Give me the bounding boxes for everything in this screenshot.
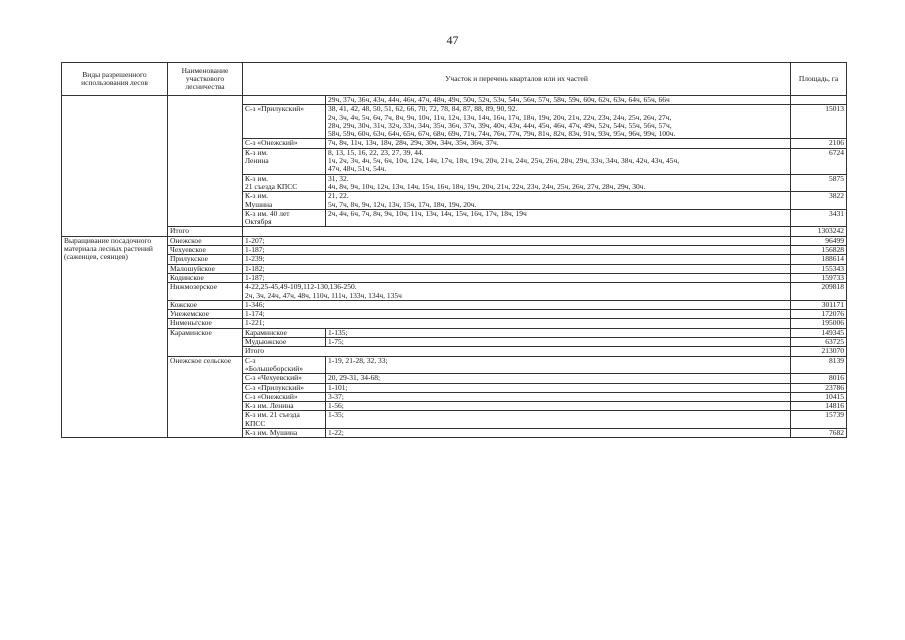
quarters-cell: 1-135; — [326, 328, 791, 337]
quarters-cell: 1-56; — [326, 402, 791, 411]
area-cell: 156828 — [791, 246, 847, 255]
forestry-cell: Кодинское — [168, 273, 243, 282]
use-type-cell-empty — [62, 96, 168, 237]
quarters-cell: 1-182; — [243, 264, 791, 273]
forestry-cell: Малошуйское — [168, 264, 243, 273]
site-cell: К-з им. 21 съезда КПСС — [243, 174, 326, 192]
quarters-cell: 20, 29-31, 34-68; — [326, 374, 791, 383]
site-cell: Караминское — [243, 328, 326, 337]
quarters-cell: 1-35; — [326, 411, 791, 429]
quarters-cell: 1-239; — [243, 255, 791, 264]
total-spacer — [243, 227, 791, 236]
total-row — [62, 227, 847, 236]
use-type-cell: Выращивание посадочного материала лесных растений (саженцев, сеянцев) — [62, 236, 168, 438]
area-cell: 5875 — [791, 174, 847, 192]
area-cell: 301171 — [791, 300, 847, 309]
site-cell: К-з им. Мушина — [243, 192, 326, 210]
quarters-cell: 1-75; — [326, 338, 791, 347]
area-cell: 188614 — [791, 255, 847, 264]
quarters-cell: 1-19, 21-28, 32, 33; — [326, 356, 791, 374]
area-cell: 7682 — [791, 428, 847, 437]
area-cell: 209818 — [791, 283, 847, 301]
table-row — [62, 356, 847, 374]
area-cell: 96499 — [791, 236, 847, 245]
quarters-cell: 7ч, 8ч, 11ч, 13ч, 18ч, 28ч, 29ч, 30ч, 34ч, 35ч, 36ч, 37ч. — [326, 139, 791, 148]
site-cell: С-з «Большеборский» — [243, 356, 326, 374]
site-cell: С-з «Онежский» — [243, 139, 326, 148]
area-cell: 23786 — [791, 383, 847, 392]
forestry-cell-empty — [168, 96, 243, 227]
header-use-type: Виды разрешенного использования лесов — [62, 63, 168, 96]
forestry-cell: Унежемское — [168, 310, 243, 319]
quarters-cell: 31, 32. 4ч, 8ч, 9ч, 10ч, 12ч, 13ч, 14ч, 15ч, 16ч, 18ч, 19ч, 20ч, 21ч, 22ч, 23ч, 24ч, 25ч, 26ч, 27ч, 28ч, 29ч, 30ч. — [326, 174, 791, 192]
quarters-cell: 1-101; — [326, 383, 791, 392]
area-cell: 3431 — [791, 209, 847, 227]
forestry-cell: Нижмозерское — [168, 283, 243, 301]
site-cell: С-з «Онежский» — [243, 392, 326, 401]
area-cell: 3822 — [791, 192, 847, 210]
site-cell: К-з им. 21 съезда КПСС — [243, 411, 326, 429]
area-cell: 15013 — [791, 105, 847, 139]
quarters-cell: 1-221; — [243, 319, 791, 328]
header-area: Площадь, га — [791, 63, 847, 96]
site-cell: С-з «Прилукский» — [243, 105, 326, 139]
table-header-row — [62, 63, 847, 96]
area-cell: 155343 — [791, 264, 847, 273]
quarters-cell: 3-37; — [326, 392, 791, 401]
quarters-cell: 1-346; — [243, 300, 791, 309]
table-row — [62, 273, 847, 282]
table-row — [62, 310, 847, 319]
table-row — [62, 264, 847, 273]
quarters-cell: 4-22,25-45,49-109,112-130,136-250. 2ч, 3ч, 24ч, 47ч, 48ч, 110ч, 111ч, 133ч, 134ч, 135ч — [243, 283, 791, 301]
forestry-cell: Кожское — [168, 300, 243, 309]
quarters-cell: 1-22; — [326, 428, 791, 437]
forestry-cell: Нименьгское — [168, 319, 243, 328]
forest-use-table — [61, 62, 847, 438]
table-row — [62, 96, 847, 105]
area-cell: 63725 — [791, 338, 847, 347]
area-cell: 15739 — [791, 411, 847, 429]
site-cell: К-з им. 40 лет Октября — [243, 209, 326, 227]
site-cell: К-з им. Ленина — [243, 148, 326, 174]
header-quarters: Участок и перечень кварталов или их частей — [243, 63, 791, 96]
site-cell-empty — [243, 96, 326, 105]
area-cell: 2106 — [791, 139, 847, 148]
total-label: Итого — [168, 227, 243, 236]
area-cell — [791, 96, 847, 105]
table-row — [62, 319, 847, 328]
subtotal-area: 213070 — [791, 347, 847, 356]
table-row — [62, 255, 847, 264]
forestry-cell: Чехуевское — [168, 246, 243, 255]
quarters-cell: 2ч, 4ч, 6ч, 7ч, 8ч, 9ч, 10ч, 11ч, 13ч, 14ч, 15ч, 16ч, 17ч, 18ч, 19ч — [326, 209, 791, 227]
quarters-cell: 1-187; — [243, 273, 791, 282]
area-cell: 159733 — [791, 273, 847, 282]
total-area: 1303242 — [791, 227, 847, 236]
quarters-cell: 8, 13, 15, 16, 22, 23, 27, 39, 44. 1ч, 2ч, 3ч, 4ч, 5ч, 6ч, 10ч, 12ч, 14ч, 17ч, 18ч, 19ч, 20ч, 21ч, 24ч, 25ч, 26ч, 28ч, 29ч, 33ч, 34ч, 38ч, 42ч, 43ч, 45ч, 47ч, 48ч, 51ч, 54ч. — [326, 148, 791, 174]
site-cell: С-з «Прилукский» — [243, 383, 326, 392]
subtotal-label: Итого — [243, 347, 791, 356]
area-cell: 149345 — [791, 328, 847, 337]
area-cell: 195006 — [791, 319, 847, 328]
quarters-cell: 29ч, 37ч, 36ч, 43ч, 44ч, 46ч, 47ч, 48ч, 49ч, 50ч, 52ч, 53ч, 54ч, 56ч, 57ч, 58ч, 59ч, 60ч, 62ч, 63ч, 64ч, 65ч, 66ч — [326, 96, 791, 105]
quarters-cell: 1-187; — [243, 246, 791, 255]
quarters-cell: 21, 22. 5ч, 7ч, 8ч, 9ч, 12ч, 13ч, 15ч, 17ч, 18ч, 19ч, 20ч. — [326, 192, 791, 210]
site-cell: Мудьюжское — [243, 338, 326, 347]
quarters-cell: 38, 41, 42, 48, 50, 51, 62, 66, 70, 72, 78, 84, 87, 88, 89, 90, 92. 2ч, 3ч, 4ч, 5ч, 6ч, 7ч, 8ч, 9ч, 10ч, 11ч, 12ч, 13ч, 14ч, 16ч, 17ч, 18ч, 19ч, 20ч, 21ч, 22ч, 23ч, 24ч, 25ч, 26ч, 27ч, 28ч, 29ч, 30ч, 31ч, 32ч, 33ч, 34ч, 35ч, 36ч, 37ч, 39ч, 40ч, 43ч, 44ч, 45ч, 46ч, 47ч, 49ч, 52ч, 54ч, 55ч, 56ч, 57ч, 58ч, 59ч, 60ч, 63ч, 64ч, 65ч, 67ч, 68ч, 69ч, 71ч, 74ч, 76ч, 77ч, 79ч, 81ч, 82ч, 83ч, 91ч, 93ч, 95ч, 96ч, 99ч, 100ч. — [326, 105, 791, 139]
area-cell: 14816 — [791, 402, 847, 411]
table-row — [62, 246, 847, 255]
area-cell: 6724 — [791, 148, 847, 174]
area-cell: 10415 — [791, 392, 847, 401]
page-number: 47 — [446, 33, 459, 47]
site-cell: К-з им. Ленина — [243, 402, 326, 411]
quarters-cell: 1-174; — [243, 310, 791, 319]
forestry-cell: Онежское сельское — [168, 356, 243, 438]
site-cell: С-з «Чехуевский» — [243, 374, 326, 383]
area-cell: 172076 — [791, 310, 847, 319]
header-forestry-name: Наименование участкового лесничества — [168, 63, 243, 96]
forestry-cell: Караминское — [168, 328, 243, 356]
table-row — [62, 236, 847, 245]
quarters-cell: 1-207; — [243, 236, 791, 245]
table-row — [62, 300, 847, 309]
site-cell: К-з им. Мушина — [243, 428, 326, 437]
table-row — [62, 283, 847, 301]
area-cell: 8139 — [791, 356, 847, 374]
forestry-cell: Прилукское — [168, 255, 243, 264]
table-row — [62, 328, 847, 337]
forestry-cell: Онежское — [168, 236, 243, 245]
area-cell: 8016 — [791, 374, 847, 383]
